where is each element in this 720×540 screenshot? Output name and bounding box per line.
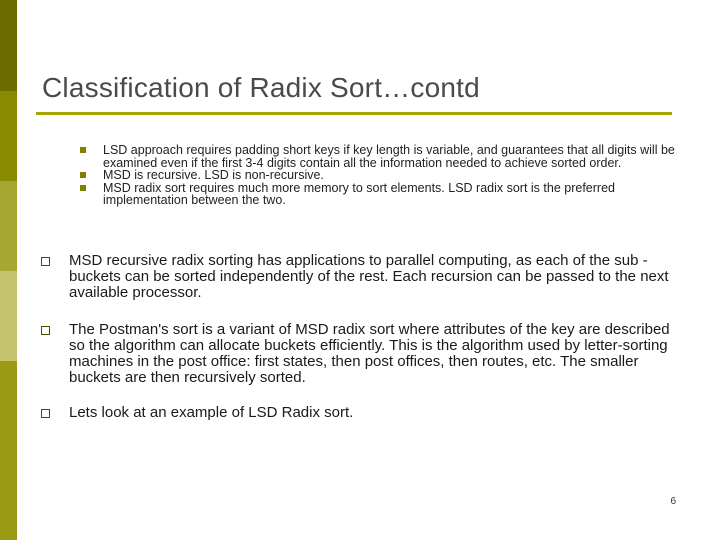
sidebar-segment (0, 271, 17, 361)
square-bullet-icon (80, 172, 86, 178)
hollow-square-bullet-icon (41, 409, 50, 418)
slide-title: Classification of Radix Sort…contd (42, 72, 480, 103)
main-bullet-text: Lets look at an example of LSD Radix sort. (69, 404, 354, 421)
sub-bullet-item (80, 182, 680, 207)
square-bullet-icon (80, 147, 86, 153)
sub-bullet-text: LSD approach requires padding short keys if key length is variable, and guarantees that all digits will be examined even if the first 3-4 digits contain all the information needed to achieve sorted order. (103, 143, 675, 170)
title-underline (36, 112, 672, 115)
sidebar-segment (0, 361, 17, 540)
sidebar-segment (0, 181, 17, 271)
page-number: 6 (670, 496, 676, 507)
sidebar-decoration (0, 0, 17, 540)
main-bullet-item (38, 322, 688, 386)
sidebar-segment (0, 91, 17, 181)
sub-bullet-item (80, 144, 680, 169)
sub-bullet-list (80, 144, 680, 207)
square-bullet-icon (80, 185, 86, 191)
main-bullet-item (38, 253, 688, 301)
main-bullet-item (38, 405, 688, 421)
sub-bullet-text: MSD radix sort requires much more memory to sort elements. LSD radix sort is the preferred implementation between the two. (103, 180, 615, 207)
sub-bullet-text: MSD is recursive. LSD is non-recursive. (103, 168, 324, 182)
sidebar-segment (0, 0, 17, 91)
hollow-square-bullet-icon (41, 326, 50, 335)
main-bullet-text: The Postman's sort is a variant of MSD radix sort where attributes of the key are described so the algorithm can allocate buckets efficiently. This is the algorithm used by letter-sorting machines in the post office: first states, then post offices, then routes, etc. The smaller buckets are then recursively sorted. (69, 321, 670, 386)
main-bullet-text: MSD recursive radix sorting has applications to parallel computing, as each of the sub -buckets can be sorted independently of the rest. Each recursion can be passed to the next available processor. (69, 252, 669, 301)
hollow-square-bullet-icon (41, 257, 50, 266)
